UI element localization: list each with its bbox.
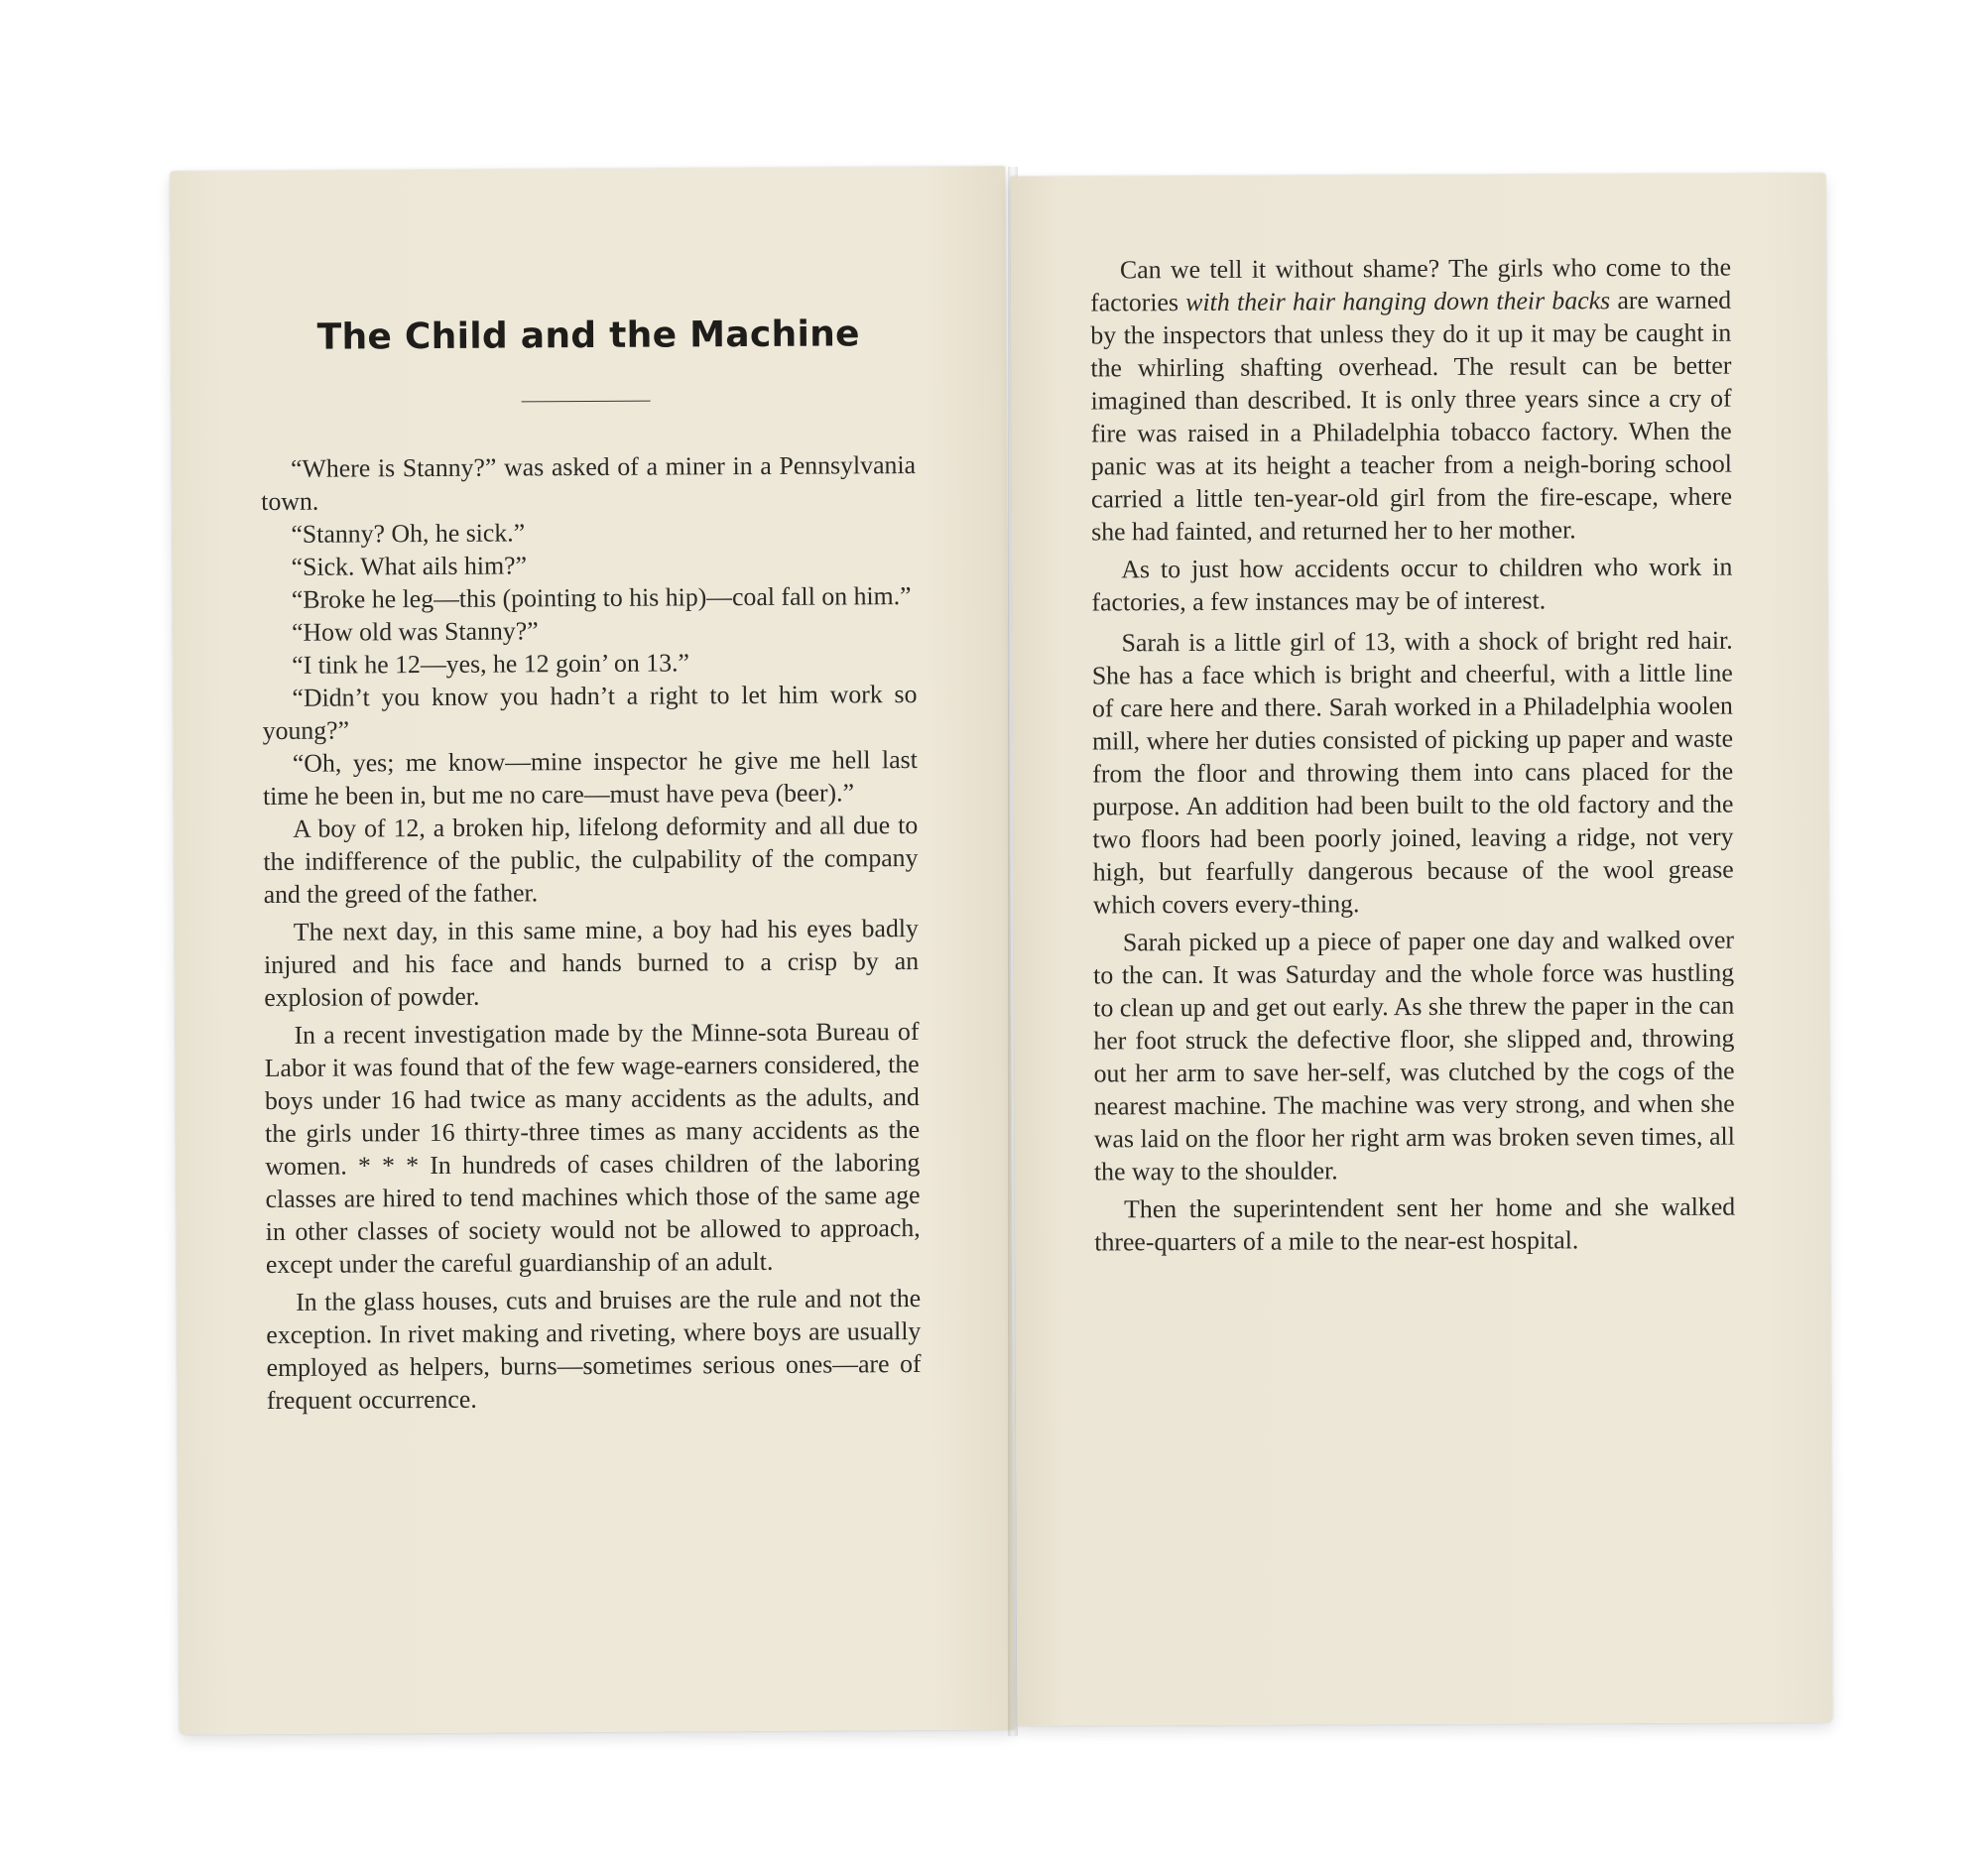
paragraph-text: Can we tell it without shame? The girls who come to the factories	[1090, 252, 1732, 317]
paragraph	[1090, 251, 1732, 549]
left-page-text	[261, 448, 922, 1417]
italic-phrase: with their hair hanging down their backs	[1185, 286, 1611, 317]
left-page	[170, 166, 1015, 1734]
title-divider	[522, 401, 651, 403]
paragraph-text: are warned by the inspectors that unless they do it up it may be caught in the whirling shafting overhead. The result can be better imagined than described. It is only three years since a cry of fire was raised in a Philadelphia tobacco factory. When the panic was at its height a teacher from a neigh-boring school carried a little ten-year-old girl from the fire-escape, where she had fainted, and returned her to her mother.	[1090, 285, 1733, 547]
paragraph: “Didn’t you know you hadn’t a right to let him work so young?”	[262, 679, 918, 746]
paragraph: “Where is Stanny?” was asked of a miner in a Pennsylvania town.	[261, 449, 917, 517]
paragraph: “Stanny? Oh, he sick.”	[291, 518, 526, 549]
paragraph: Sarah is a little girl of 13, with a shock of bright red hair. She has a face which is bright and cheerful, with a little line of care here and there. Sarah worked in a Philadelphia woolen mill, where her duties consisted of picking up paper and waste from the floor and throwing them into cans placed for the purpose. An addition had been built to the old factory and the two floors had been poorly joined, leaving a ridge, not very high, but fearfully dangerous because of the wool grease which covers every-thing.	[1091, 625, 1734, 920]
paragraph: “Oh, yes; me know—mine inspector he give me hell last time he been in, but me no care—must have peva (beer).”	[262, 744, 918, 812]
paragraph: Then the superintendent sent her home and she walked three-quarters of a mile to the near-est hospital.	[1094, 1191, 1736, 1257]
paragraph: Sarah picked up a piece of paper one day and walked over to the can. It was Saturday and the whole force was hustling to clean up and get out early. As she threw the paper in the can her foot struck the defective floor, she slipped and, throwing out her arm to save her-self, was clutched by the cogs of the nearest machine. The machine was very strong, and when she was laid on the floor her right arm was broken seven times, all the way to the shoulder.	[1093, 925, 1735, 1187]
paragraph: In the glass houses, cuts and bruises are the rule and not the exception. In rivet making and riveting, where boys are usually employed as helpers, burns—sometimes serious ones—are of frequent occurrence.	[266, 1283, 922, 1416]
right-page	[1011, 173, 1833, 1726]
paragraph: The next day, in this same mine, a boy had his eyes badly injured and his face and hands burned to a crisp by an explosion of powder.	[263, 913, 920, 1013]
paragraph: “Broke he leg—this (pointing to his hip)—coal fall on him.”	[291, 581, 912, 614]
paragraph: “I tink he 12—yes, he 12 goin’ on 13.”	[292, 648, 690, 680]
paragraph: “How old was Stanny?”	[291, 616, 539, 647]
right-page-text	[1090, 251, 1735, 1259]
paragraph: “Sick. What ails him?”	[291, 551, 528, 581]
paragraph: In a recent investigation made by the Minne-sota Bureau of Labor it was found that of the few wage-earners considered, the boys under 16 had twice as many accidents as the adults, and the girls under 16 thirty-three times as many accidents as the women. * * * In hundreds of cases children of the laboring classes are hired to tend machines which those of the same age in other classes of society would not be allowed to approach, except under the careful guardianship of an adult.	[264, 1016, 921, 1280]
paragraph: A boy of 12, a broken hip, lifelong deformity and all due to the indifference of the public, the culpability of the company and the greed of the father.	[263, 810, 919, 910]
paragraph: As to just how accidents occur to children who work in factories, a few instances may be of interest.	[1091, 552, 1733, 617]
article-title: The Child and the Machine	[316, 313, 860, 358]
